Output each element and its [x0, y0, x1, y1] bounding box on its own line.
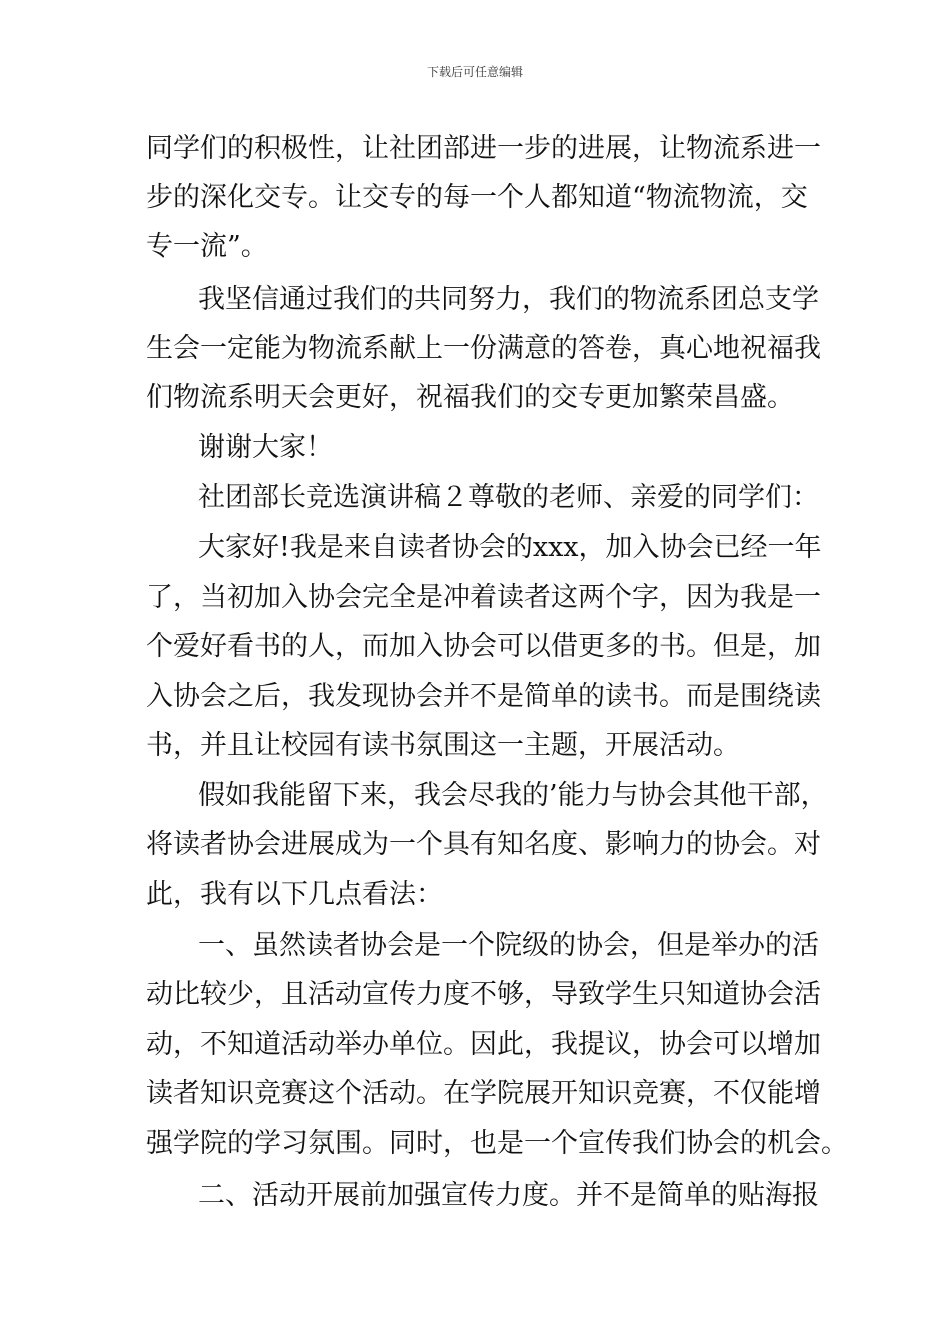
text-line: 假如我能留下来，我会尽我的’能力与协会其他干部，	[198, 780, 828, 811]
text-line: 书，并且让校园有读书氛围这一主题，开展活动。	[146, 730, 740, 761]
text-line: 我坚信通过我们的共同努力，我们的物流系团总支学	[198, 284, 819, 315]
text-line: 们物流系明天会更好，祝福我们的交专更加繁荣昌盛。	[146, 382, 794, 413]
text-line: 动比较少，且活动宣传力度不够，导致学生只知道协会活	[146, 979, 821, 1010]
text-line: 二、活动开展前加强宣传力度。并不是简单的贴海报	[198, 1180, 819, 1211]
text-line: 了，当初加入协会完全是冲着读者这两个字，因为我是一	[146, 582, 821, 613]
text-line: 生会一定能为物流系献上一份满意的答卷，真心地祝福我	[146, 333, 821, 364]
text-line: 谢谢大家！	[198, 432, 333, 463]
text-line: 将读者协会进展成为一个具有知名度、影响力的协会。对	[146, 829, 821, 860]
text-line: 个爱好看书的人，而加入协会可以借更多的书。但是，加	[146, 631, 821, 662]
text-line: 专一流”。	[146, 231, 268, 262]
text-line: 读者知识竞赛这个活动。在学院展开知识竞赛，不仅能增	[146, 1078, 821, 1109]
text-line: 强学院的学习氛围。同时，也是一个宣传我们协会的机会。	[146, 1128, 848, 1159]
text-line: 入协会之后，我发现协会并不是简单的读书。而是围绕读	[146, 681, 821, 712]
text-line: 同学们的积极性，让社团部进一步的进展，让物流系进一	[146, 133, 821, 164]
page-header: 下载后可任意编辑	[426, 65, 523, 79]
text-line: 一、虽然读者协会是一个院级的协会，但是举办的活	[198, 930, 819, 961]
text-line: 社团部长竞选演讲稿２尊敬的老师、亲爱的同学们：	[198, 482, 819, 513]
text-line: 动，不知道活动举办单位。因此，我提议，协会可以增加	[146, 1029, 821, 1060]
text-line: 大家好!我是来自读者协会的xxx，加入协会已经一年	[198, 532, 822, 563]
text-line: 此，我有以下几点看法：	[146, 879, 443, 910]
text-line: 步的深化交专。让交专的每一个人都知道“物流物流，交	[146, 182, 808, 213]
